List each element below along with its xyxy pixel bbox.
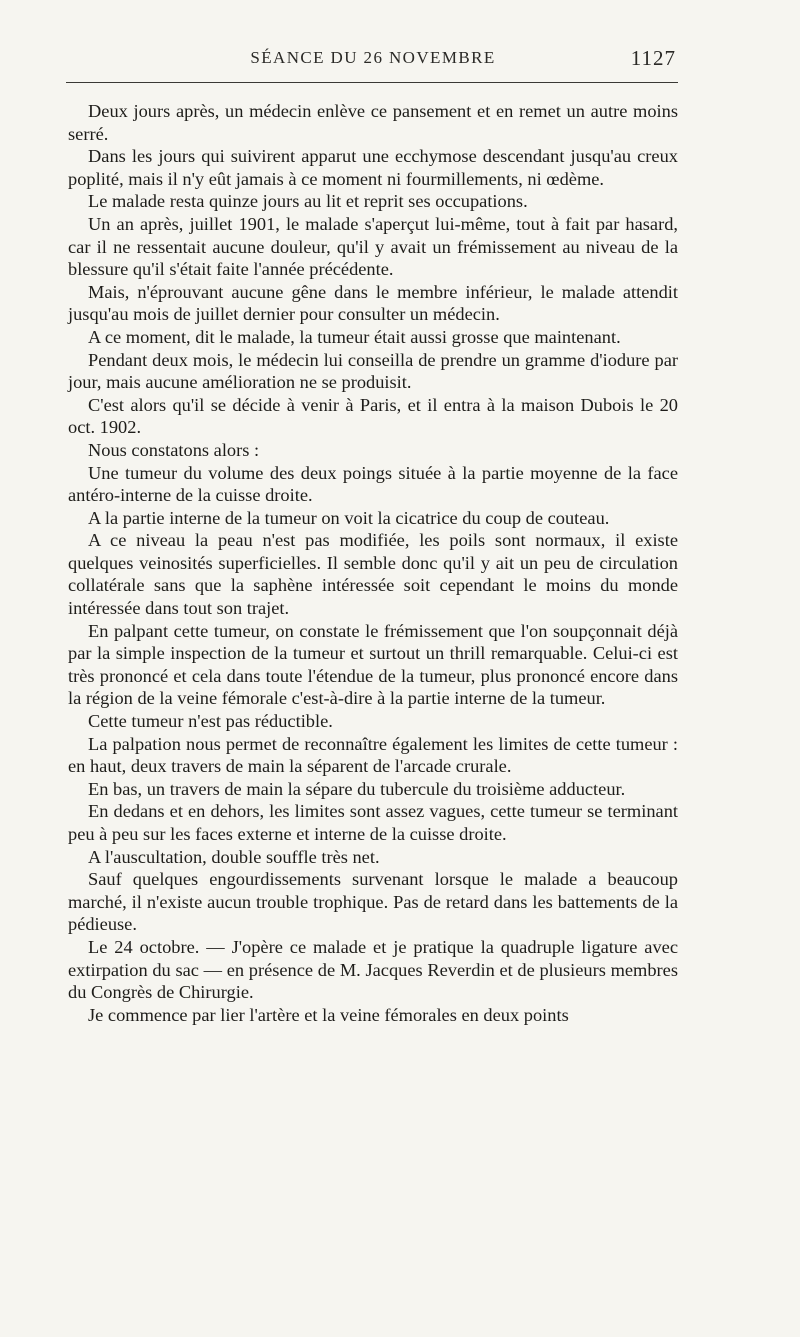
paragraph: A ce niveau la peau n'est pas modifiée, les poils sont normaux, il existe quelques veinosités superficielles. Il semble donc qu'il y ait un peu de circulation collatérale sans que la saphène intéressée soit cependant le moins du monde intéressée dans tout son trajet. [68,530,678,619]
paragraph: A ce moment, dit le malade, la tumeur était aussi grosse que maintenant. [88,326,621,347]
paragraph: Cette tumeur n'est pas réductible. [88,711,333,732]
paragraph: A l'auscultation, double souffle très net. [88,846,380,867]
paragraph: Dans les jours qui suivirent apparut une ecchymose descendant jusqu'au creux poplité, mais il n'y eût jamais à ce moment ni fourmillements, ni œdème. [68,146,678,189]
paragraph: Le malade resta quinze jours au lit et reprit ses occupations. [88,191,528,212]
paragraph: Je commence par lier l'artère et la veine fémorales en deux points [88,1004,569,1025]
paragraph: Deux jours après, un médecin enlève ce pansement et en remet un autre moins serré. [68,101,678,144]
paragraph: En palpant cette tumeur, on constate le frémissement que l'on soupçonnait déjà par la simple inspection de la tumeur et surtout un thrill remarquable. Celui-ci est très prononcé et cela dans toute l'étendue de la tumeur, plus prononcé encore dans la région de la veine fémorale c'est-à-dire à la partie interne de la tumeur. [68,620,678,709]
paragraph: C'est alors qu'il se décide à venir à Paris, et il entra à la maison Dubois le 20 oct. 1902. [68,394,678,438]
paragraph: Une tumeur du volume des deux poings située à la partie moyenne de la face antéro-interne de la cuisse droite. [68,462,678,506]
paragraph: Un an après, juillet 1901, le malade s'aperçut lui-même, tout à fait par hasard, car il ne ressentait aucune douleur, qu'il y avait un frémissement au niveau de la blessure qu'il s'était faite l'année précédente. [68,213,678,280]
paragraph: Nous constatons alors : [88,439,260,460]
paragraph: En dedans et en dehors, les limites sont assez vagues, cette tumeur se terminant peu à peu sur les faces externe et interne de la cuisse droite. [68,801,678,844]
header-rule [66,82,678,83]
paragraph: La palpation nous permet de reconnaître également les limites de cette tumeur : en haut, deux travers de main la séparent de l'arcade crurale. [68,733,678,777]
paragraph: Pendant deux mois, le médecin lui conseilla de prendre un gramme d'iodure par jour, mais aucune amélioration ne se produisit. [68,349,678,393]
running-header [68,44,678,74]
running-title: SÉANCE DU 26 NOVEMBRE [250,48,496,67]
page-number: 1127 [630,46,676,70]
paragraph: En bas, un travers de main la sépare du tubercule du troisième adducteur. [88,778,626,799]
body-text [68,100,678,1026]
paragraph: Mais, n'éprouvant aucune gêne dans le membre inférieur, le malade attendit jusqu'au mois de juillet dernier pour consulter un médecin. [68,281,678,325]
paragraph: Sauf quelques engourdissements survenant lorsque le malade a beaucoup marché, il n'existe aucun trouble trophique. Pas de retard dans les battements de la pédieuse. [68,869,678,935]
paragraph: A la partie interne de la tumeur on voit la cicatrice du coup de couteau. [88,507,610,528]
paragraph: Le 24 octobre. — J'opère ce malade et je pratique la quadruple ligature avec extirpation du sac — en présence de M. Jacques Reverdin et de plusieurs membres du Congrès de Chirurgie. [68,936,678,1003]
